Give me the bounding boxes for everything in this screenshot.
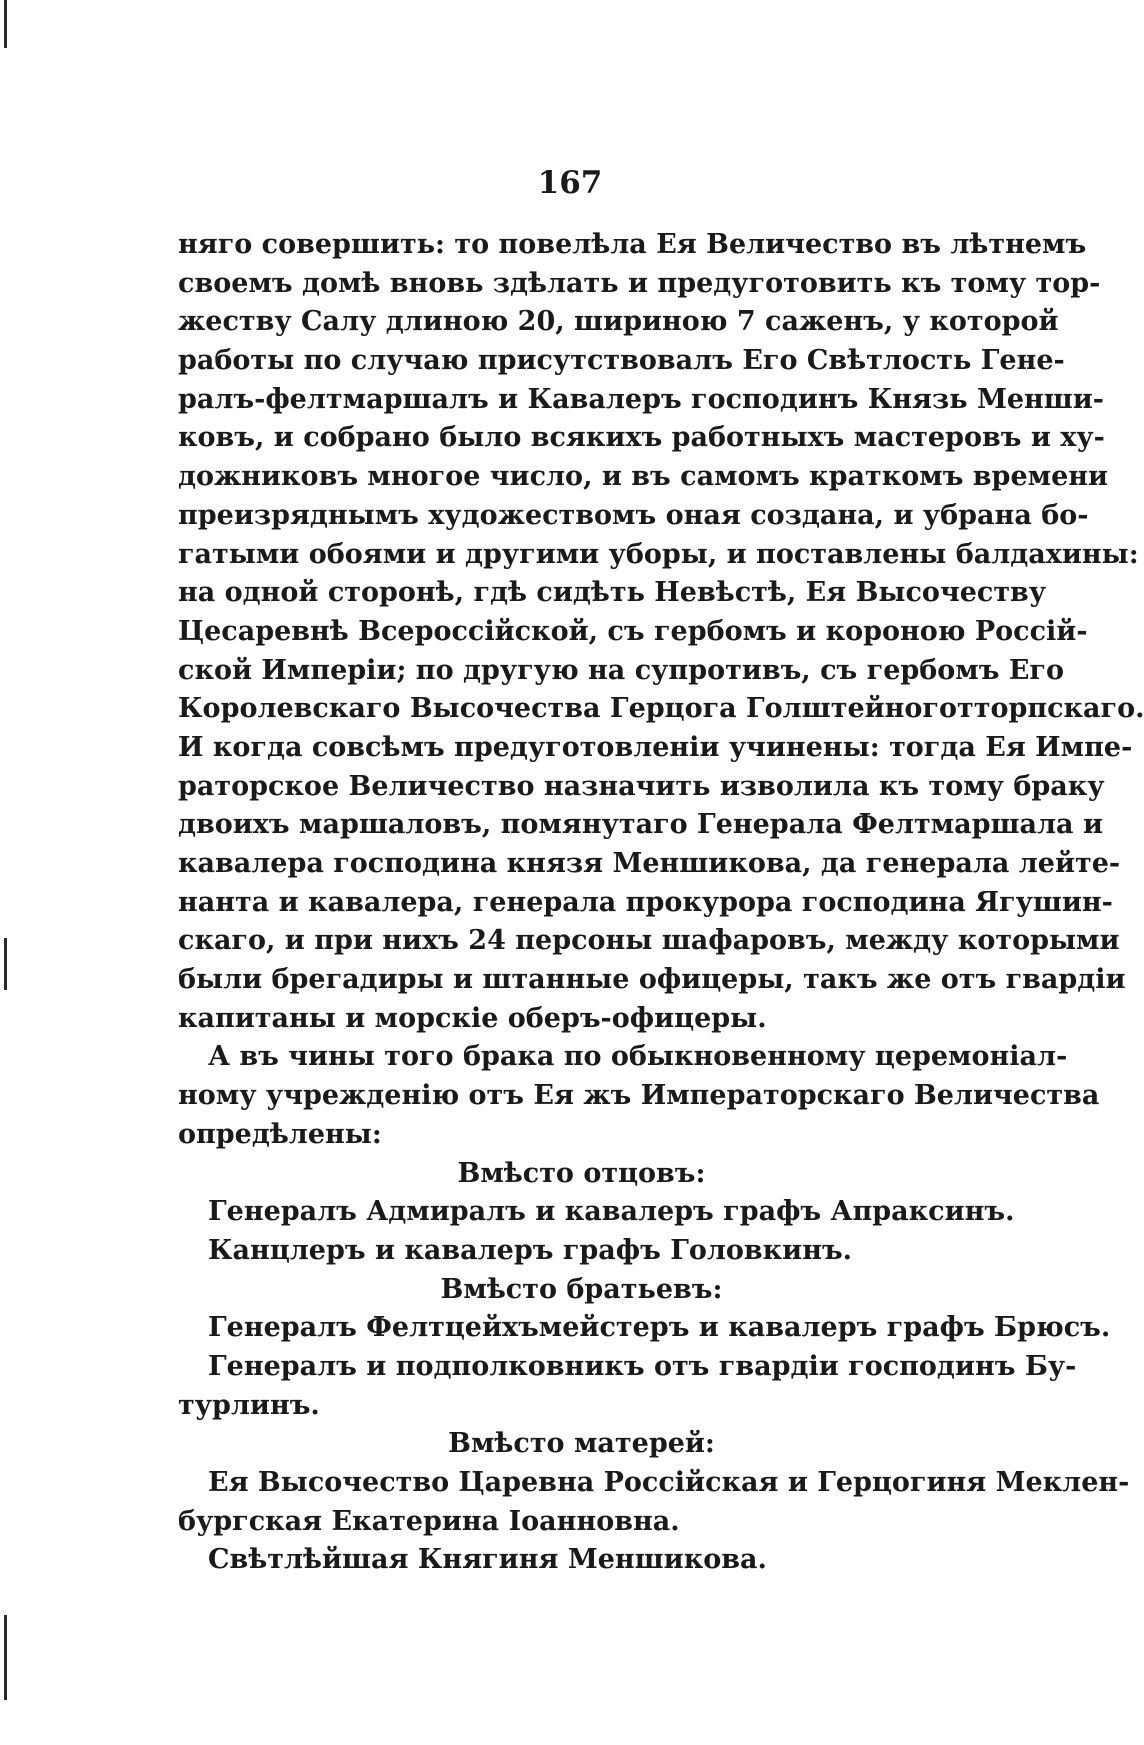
text-line: двоихъ маршаловъ, помянутаго Генерала Фелтмаршала и	[178, 809, 1103, 841]
section-heading: Вмѣсто братьевъ:	[440, 1273, 723, 1305]
paragraph-1	[178, 226, 1144, 1038]
text-line: Генералъ и подполковникъ отъ гвардіи господинъ Бу-	[208, 1350, 1077, 1382]
text-line: Генералъ Фелтцейхъмейстеръ и кавалеръ графъ Брюсъ.	[208, 1312, 1111, 1344]
text-line: были брегадиры и штанные офицеры, такъ же отъ гвардіи	[178, 964, 1126, 996]
text-line: ковъ, и собрано было всякихъ работныхъ мастеровъ и ху-	[178, 422, 1105, 454]
text-line: И когда совсѣмъ предуготовленіи учинены: тогда Ея Импе-	[178, 731, 1133, 763]
text-line: работы по случаю присутствовалъ Его Свѣтлость Гене-	[178, 345, 1065, 377]
text-line: нанта и кавалера, генерала прокурора господина Ягушин-	[178, 886, 1113, 918]
text-line: Свѣтлѣйшая Княгиня Меншикова.	[208, 1544, 767, 1576]
text-line: своемъ домѣ вновь здѣлать и предуготовить къ тому тор-	[178, 267, 1101, 299]
text-line: скаго, и при нихъ 24 персоны шафаровъ, между которыми	[178, 925, 1120, 957]
left-edge-mark	[4, 1615, 7, 1700]
text-line: няго совершить: то повелѣла Ея Величество въ лѣтнемъ	[178, 229, 1087, 260]
fathers-section	[178, 1155, 1015, 1271]
text-line: ралъ-фелтмаршалъ и Кавалеръ господинъ Князь Менши-	[178, 383, 1105, 415]
brothers-section	[178, 1271, 1111, 1426]
text-line: кавалера господина князя Меншикова, да генерала лейте-	[178, 848, 1121, 879]
text-line: Генералъ Адмиралъ и кавалеръ графъ Апраксинъ.	[208, 1196, 1015, 1228]
main-text	[178, 226, 1144, 1580]
text-line: бургская Екатерина Іоанновна.	[178, 1505, 680, 1537]
section-heading: Вмѣсто отцовъ:	[457, 1157, 706, 1189]
page-number: 167	[537, 165, 603, 201]
text-line: ному учрежденію отъ Ея жъ Императорскаго Величества	[178, 1080, 1100, 1112]
text-line: турлинъ.	[178, 1389, 320, 1421]
mothers-section	[178, 1425, 1130, 1580]
left-edge-mark	[4, 938, 7, 990]
paragraph-2	[178, 1038, 1100, 1154]
text-line: на одной сторонѣ, гдѣ сидѣть Невѣстѣ, Ея Высочеству	[178, 577, 1047, 609]
text-line: Королевскаго Высочества Герцога Голштейноготторпскаго.	[178, 693, 1144, 725]
text-line: ской Имперіи; по другую на супротивъ, съ гербомъ Его	[178, 654, 1064, 686]
text-line: Ея Высочество Царевна Россійская и Герцогиня Меклен-	[208, 1467, 1130, 1498]
text-line: капитаны и морскіе оберъ-офицеры.	[178, 1002, 767, 1034]
text-line: жеству Салу длиною 20, шириною 7 саженъ, у которой	[178, 306, 1059, 338]
text-line: дожниковъ многое число, и въ самомъ краткомъ времени	[178, 461, 1109, 493]
text-line: Канцлеръ и кавалеръ графъ Головкинъ.	[208, 1234, 853, 1266]
left-edge-mark	[4, 0, 7, 48]
text-line: раторское Величество назначить изволила къ тому браку	[178, 770, 1105, 802]
text-line: преизряднымъ художествомъ оная создана, и убрана бо-	[178, 499, 1089, 531]
text-line: гатыми обоями и другими уборы, и поставлены балдахины:	[178, 538, 1139, 570]
section-heading: Вмѣсто матерей:	[448, 1428, 715, 1460]
text-line: А въ чины того брака по обыкновенному церемоніал-	[208, 1041, 1068, 1073]
text-line: Цесаревнѣ Всероссійской, съ гербомъ и короною Россій-	[178, 615, 1088, 647]
text-line: опредѣлены:	[178, 1118, 382, 1150]
